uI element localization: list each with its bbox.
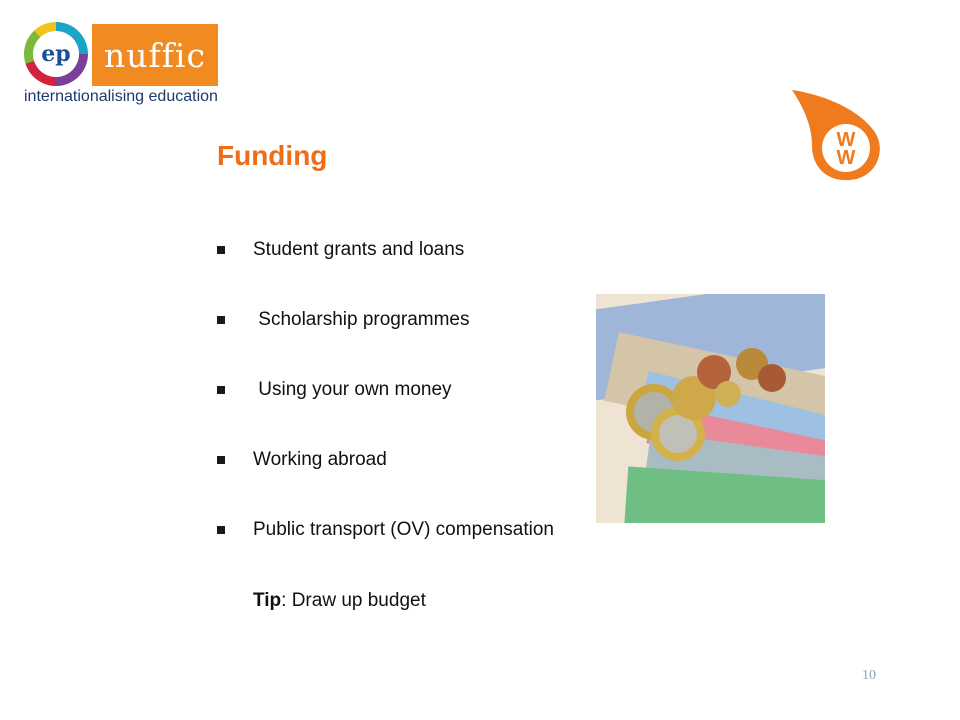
ep-nuffic-logo <box>24 22 224 108</box>
bullet-list <box>217 238 554 588</box>
euro-money-photo <box>596 294 825 523</box>
bullet-text: Using your own money <box>253 379 452 400</box>
bullet-text: Student grants and loans <box>253 239 465 260</box>
square-bullet-icon <box>217 246 225 254</box>
square-bullet-icon <box>217 456 225 464</box>
svg-text:W: W <box>836 129 856 151</box>
bullet-item <box>217 308 554 378</box>
bullet-item <box>217 238 554 308</box>
square-bullet-icon <box>217 316 225 324</box>
square-bullet-icon <box>217 386 225 394</box>
bullet-text: Working abroad <box>253 449 387 470</box>
bullet-item <box>217 448 554 518</box>
tip-text: : Draw up budget <box>281 590 426 611</box>
square-bullet-icon <box>217 526 225 534</box>
ww-flame-logo-icon <box>790 88 886 184</box>
svg-text:W: W <box>836 147 856 169</box>
ep-logo-text: ep <box>33 31 79 77</box>
nuffic-logo-text: nuffic <box>92 24 218 86</box>
bullet-text: Public transport (OV) compensation <box>253 519 554 540</box>
euro-money-icon <box>596 294 825 523</box>
ep-logo-icon <box>24 22 88 86</box>
page-number: 10 <box>862 668 876 683</box>
tip-label: Tip <box>253 590 282 611</box>
bullet-item <box>217 378 554 448</box>
bullet-item <box>217 518 554 588</box>
slide-title: Funding <box>217 140 328 171</box>
tip-line <box>253 590 426 612</box>
logo-tagline: internationalising education <box>24 88 218 105</box>
bullet-text: Scholarship programmes <box>253 309 470 330</box>
